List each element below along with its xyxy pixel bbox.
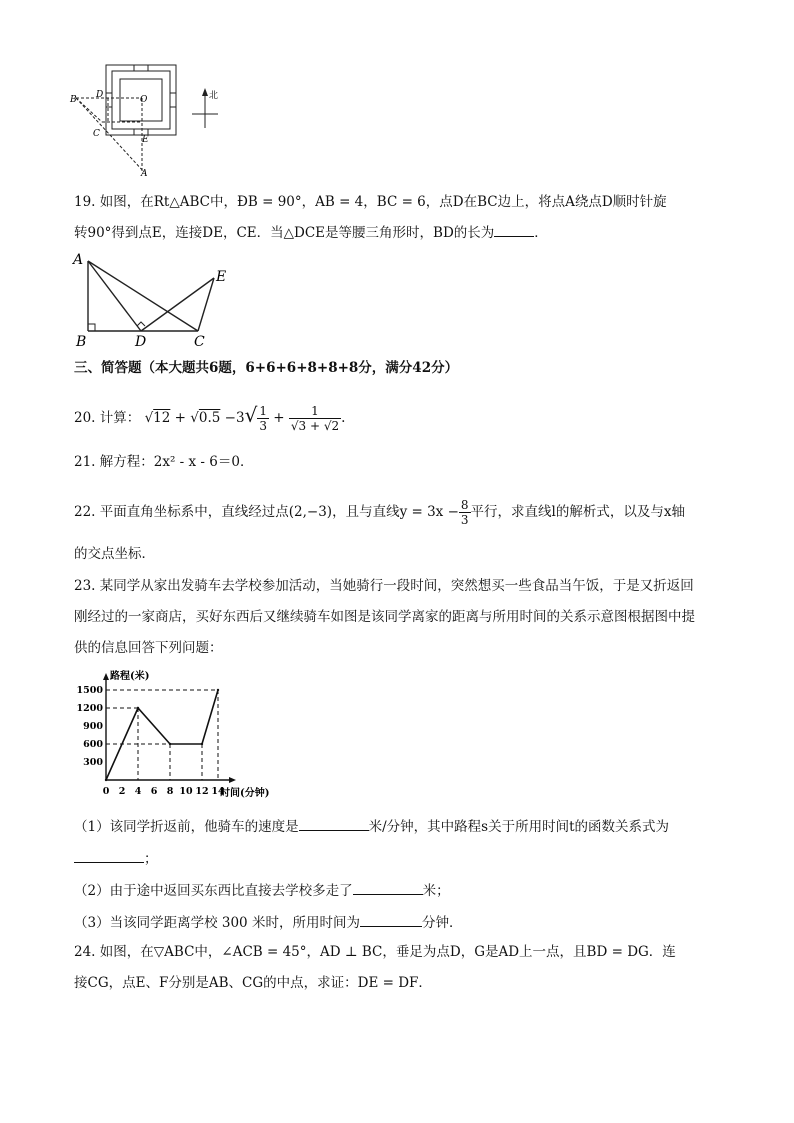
q23-sub3-b: 分钟． xyxy=(421,915,463,931)
x-tick-label: 8 xyxy=(166,786,174,797)
q23-function-blank[interactable] xyxy=(74,848,144,863)
x-tick-label: 2 xyxy=(118,786,126,797)
x-tick-label: 10 xyxy=(179,786,193,797)
q20-plus: + xyxy=(273,410,285,426)
fig18-label-a: A xyxy=(141,169,148,179)
fig19-label-a: A xyxy=(73,252,84,268)
x-tick-label: 0 xyxy=(102,786,110,797)
q23-time-blank[interactable] xyxy=(360,912,422,927)
figure-18 xyxy=(64,60,244,180)
q23-sub1-c: ； xyxy=(144,851,158,867)
q19-line2-text: 转90°得到点E，连接DE，CE．当△DCE是等腰三角形时，BD的长为 xyxy=(74,225,495,241)
data-point xyxy=(217,689,219,691)
q22-frac-8-3: $\frac{8}{3}$ xyxy=(460,498,469,527)
q23-sub1-line2 xyxy=(74,848,158,869)
data-point xyxy=(169,743,171,745)
q19-line2-end: ． xyxy=(534,225,548,241)
x-axis-arrow-icon xyxy=(229,777,236,783)
q20-sqrt-12: √12 xyxy=(144,410,171,426)
q24-line2: 接CG，点E、F分别是AB、CG的中点，求证：DE = DF． xyxy=(74,975,432,991)
y-axis-label: 路程(米) xyxy=(110,671,150,682)
q23-sub1-a: （1）该同学折返前，他骑车的速度是 xyxy=(74,819,299,835)
fig18-label-e: E xyxy=(142,135,149,145)
fig18-label-o: O xyxy=(140,95,148,105)
y-tick-label: 900 xyxy=(83,721,103,732)
fig19-label-e: E xyxy=(216,269,227,285)
q19-answer-blank[interactable] xyxy=(494,222,534,237)
x-tick-label: 12 xyxy=(195,786,209,797)
x-tick-label: 14 xyxy=(211,786,225,797)
q23-line2: 刚经过的一家商店，买好东西后又继续骑车如图是该同学离家的距离与所用时间的关系示意图根据图中提 xyxy=(74,609,695,625)
x-tick-label: 6 xyxy=(150,786,158,797)
q23-extra-distance-blank[interactable] xyxy=(353,880,423,895)
q23-line1: 23. 某同学从家出发骑车去学校参加活动，当她骑行一段时间，突然想买一些食品当午饭，于是又折返回 xyxy=(74,578,694,594)
data-point xyxy=(105,779,107,781)
q22-line1 xyxy=(74,498,685,527)
y-tick-label: 1500 xyxy=(76,685,103,696)
q23-sub2-a: （2）由于途中返回买东西比直接去学校多走了 xyxy=(74,883,353,899)
q20-frac-1-3: $\frac{1}{3}$ xyxy=(259,404,267,433)
q20-end: . xyxy=(341,410,346,426)
data-point xyxy=(137,707,139,709)
q23-sub3-line xyxy=(74,912,462,933)
q19-line1: 19. 如图，在Rt△ABC中，ÐB = 90°，AB = 4，BC = 6，点D在BC边上，将点A绕点D顺时针旋 xyxy=(74,194,667,210)
fig18-north: 北 xyxy=(209,91,219,101)
data-point xyxy=(201,743,203,745)
fig19-label-d: D xyxy=(135,334,147,350)
north-arrow-icon xyxy=(202,88,208,96)
y-tick-label: 600 xyxy=(83,739,103,750)
y-tick-label: 1200 xyxy=(76,703,103,714)
q23-sub2-line xyxy=(74,880,450,901)
q23-line3: 供的信息回答下列问题： xyxy=(74,640,223,656)
q23-speed-blank[interactable] xyxy=(299,816,369,831)
fig18-label-b: B xyxy=(70,95,77,105)
q23-sub1-line xyxy=(74,816,669,837)
q20-minus3: −3 xyxy=(224,410,245,426)
q23-sub1-b: 米/分钟，其中路程s关于所用时间t的函数关系式为 xyxy=(368,819,669,835)
q24-line1: 24. 如图，在▽ABC中，∠ACB = 45°，AD ⊥ BC，垂足为点D，G是AD上一点，且BD = DG．连 xyxy=(74,944,676,960)
figure-19 xyxy=(68,248,238,348)
q22-line2: 的交点坐标． xyxy=(74,546,155,562)
q20-sqrt-05: √0.5 xyxy=(190,410,221,426)
q20-frac-rationalize: $\frac{1}{√3 + √2}$ xyxy=(290,404,340,433)
distance-time-chart xyxy=(72,671,270,802)
q22-text-a: 22. 平面直角坐标系中，直线经过点(2,−3)，且与直线y = 3x − xyxy=(74,504,459,520)
q20-line: 20. 计算： √12 + √0.5 −3√ $\frac{1}{3}$ + $\frac{1}{√3 + √2}$ . xyxy=(74,403,346,433)
fig19-label-c: C xyxy=(194,334,205,350)
x-axis-label: 时间(分钟) xyxy=(220,788,270,799)
q21-line: 21. 解方程：2x² - x - 6＝0． xyxy=(74,454,254,470)
q20-prefix: 20. 计算： xyxy=(74,410,141,426)
y-tick-label: 300 xyxy=(83,757,103,768)
q23-sub3-a: （3）当该同学距离学校 300 米时，所用时间为 xyxy=(74,915,360,931)
fig18-label-c: C xyxy=(93,129,100,139)
q23-sub2-b: 米； xyxy=(422,883,450,899)
q19-line2 xyxy=(74,222,548,243)
series-line xyxy=(106,690,218,780)
fig19-label-b: B xyxy=(76,334,87,350)
fig18-label-d: D xyxy=(96,90,104,100)
x-tick-label: 4 xyxy=(134,786,142,797)
section-3-heading: 三、简答题（本大题共6题，6+6+6+8+8+8分，满分42分） xyxy=(74,360,459,376)
q22-text-b: 平行，求直线l的解析式，以及与x轴 xyxy=(470,504,685,520)
y-axis-arrow-icon xyxy=(103,673,109,680)
